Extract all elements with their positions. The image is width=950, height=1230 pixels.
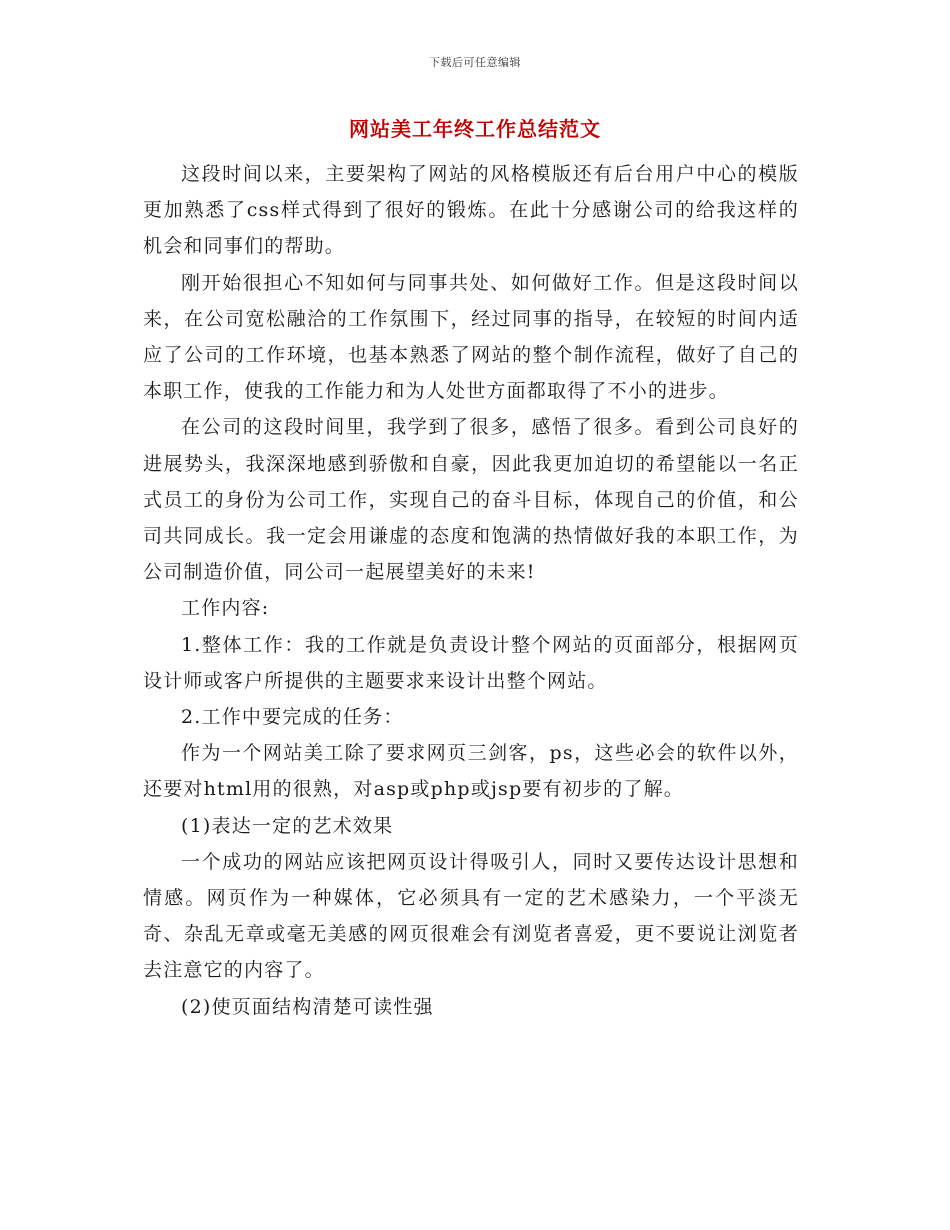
document-body (143, 156, 799, 1025)
document-title: 网站美工年终工作总结范文 (349, 117, 601, 141)
paragraph: 作为一个网站美工除了要求网页三剑客，ps，这些必会的软件以外，还要对html用的很熟，对asp或php或jsp要有初步的了解。 (143, 742, 799, 801)
header-note: 下载后可任意编辑 (429, 56, 521, 69)
paragraph: 这段时间以来，主要架构了网站的风格模版还有后台用户中心的模版更加熟悉了css样式得到了很好的锻炼。在此十分感谢公司的给我这样的机会和同事们的帮助。 (143, 163, 799, 258)
paragraph: 刚开始很担心不知如何与同事共处、如何做好工作。但是这段时间以来，在公司宽松融洽的工作氛围下，经过同事的指导，在较短的时间内适应了公司的工作环境，也基本熟悉了网站的整个制作流程，做好了自己的本职工作，使我的工作能力和为人处世方面都取得了不小的进步。 (143, 271, 799, 403)
paragraph: 2.工作中要完成的任务： (181, 706, 404, 729)
paragraph: 工作内容: (181, 597, 270, 620)
paragraph: (1)表达一定的艺术效果 (181, 814, 394, 837)
paragraph: (2)使页面结构清楚可读性强 (181, 995, 434, 1018)
paragraph: 一个成功的网站应该把网页设计得吸引人，同时又要传达设计思想和情感。网页作为一种媒体，它必须具有一定的艺术感染力，一个平淡无奇、杂乱无章或毫无美感的网页很难会有浏览者喜爱，更不要说让浏览者去注意它的内容了。 (143, 850, 799, 982)
paragraph: 1.整体工作：我的工作就是负责设计整个网站的页面部分，根据网页设计师或客户所提供的主题要求来设计出整个网站。 (143, 633, 799, 692)
paragraph: 在公司的这段时间里，我学到了很多，感悟了很多。看到公司良好的进展势头，我深深地感到骄傲和自豪，因此我更加迫切的希望能以一名正式员工的身份为公司工作，实现自己的奋斗目标，体现自己的价值，和公司共同成长。我一定会用谦虚的态度和饱满的热情做好我的本职工作，为公司制造价值，同公司一起展望美好的未来! (143, 416, 799, 584)
